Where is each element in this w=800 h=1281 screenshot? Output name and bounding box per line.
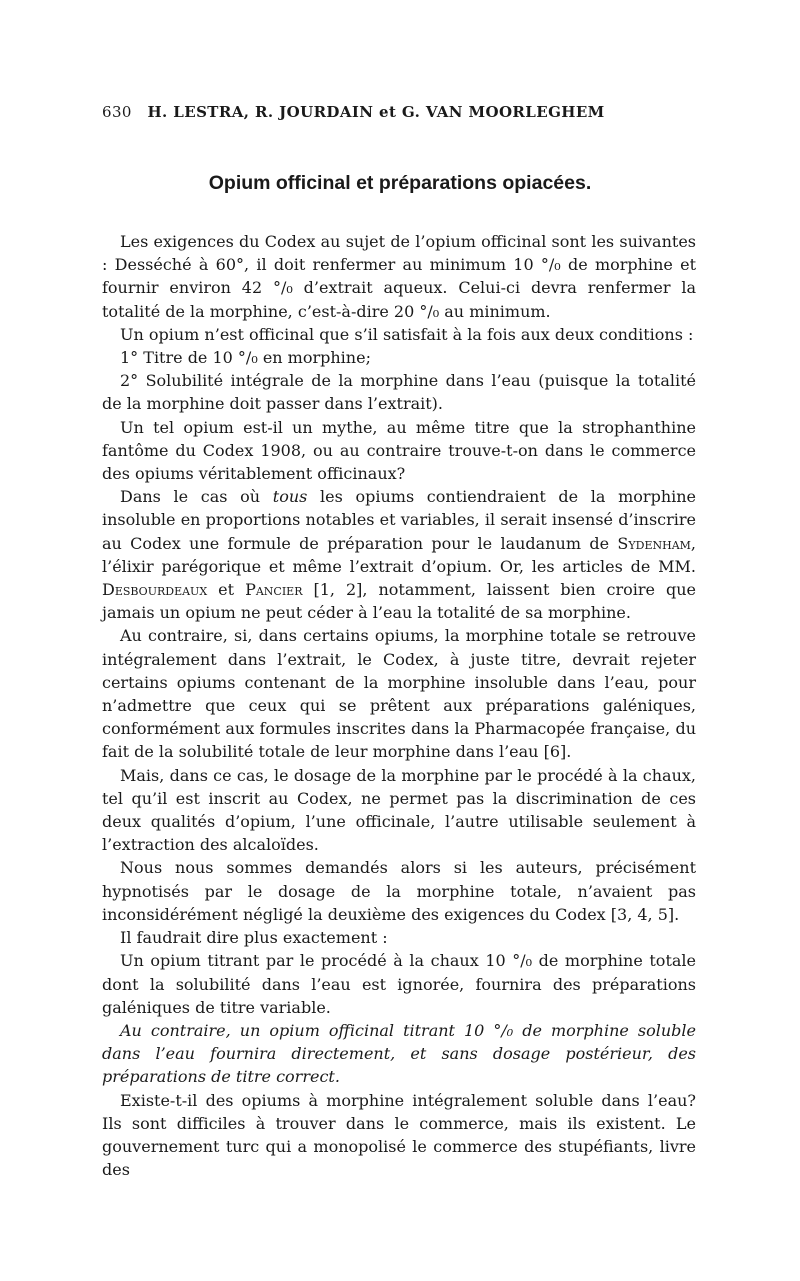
reference: [1, 2] xyxy=(313,580,363,600)
paragraph: Mais, dans ce cas, le dosage de la morphine par le procédé à la chaux, tel qu’il est inscrit au Codex, ne permet pas la discrimination de ces deux qualités d’opium, l’une officinale, l’autre utilisable seulement à l’extraction des alcaloïdes. xyxy=(102,765,696,855)
text-run: les opiums contiendraient de la morphine insoluble en proportions notables et variables, il serait insensé d’inscrire au Codex une formule de préparation pour le laudanum de xyxy=(102,487,697,553)
reference: [6] xyxy=(543,742,567,762)
text-run: et xyxy=(218,580,235,600)
paragraph: 2° Solubilité intégrale de la morphine dans l’eau (puisque la totalité de la morphine doit passer dans l’extrait). xyxy=(102,371,696,414)
paragraph: Un opium titrant par le procédé à la chaux 10 °/₀ de morphine totale dont la solubilité dans l’eau est ignorée, fournira des préparations galéniques de titre variable. xyxy=(102,951,696,1017)
author-name: Pancier xyxy=(245,580,303,600)
author-name: Desbourdeaux xyxy=(102,580,208,600)
text-run: Au contraire, si, dans certains opiums, la morphine totale se retrouve intégralement dans l’extrait, le Codex, à juste titre, devrait rejeter certains opiums contenant de la morphine insoluble dans l’eau, pour n’admettre que ceux qui se prêtent aux préparations galéniques, conformément aux formules inscrites dans la Pharmacopée française, du fait de la solubilité totale de leur morphine dans l’eau xyxy=(102,626,696,762)
paragraph: Existe-t-il des opiums à morphine intégralement soluble dans l’eau? Ils sont difficiles à trouver dans le commerce, mais ils existent. Le gouvernement turc qui a monopolisé le commerce des stupéfiants, livre des xyxy=(102,1090,696,1180)
header-authors: H. LESTRA, R. JOURDAIN et G. VAN MOORLEGHEM xyxy=(147,103,605,121)
paragraph: Un tel opium est-il un mythe, au même titre que la strophanthine fantôme du Codex 1908, ou au contraire trouve-t-on dans le commerce des opiums véritablement officinaux? xyxy=(102,417,696,484)
text-run: , notamment, laissent bien croire que jamais un opium ne peut céder à l’eau la totalité de sa morphine. xyxy=(102,580,697,623)
paragraph-italic: Au contraire, un opium officinal titrant 10 °/₀ de morphine soluble dans l’eau fournira directement, et sans dosage postérieur, des préparations de titre correct. xyxy=(102,1020,696,1087)
author-name: Sydenham xyxy=(617,533,691,553)
paragraph: 1° Titre de 10 °/₀ en morphine; xyxy=(120,348,371,368)
section-title: Opium officinal et préparations opiacées. xyxy=(208,172,592,194)
page-number: 630 xyxy=(102,103,132,121)
paragraph xyxy=(102,624,696,763)
text-run: . xyxy=(566,742,572,762)
text-run: Dans le cas où xyxy=(120,487,261,507)
paragraph: Un opium n’est officinal que s’il satisfait à la fois aux deux conditions : xyxy=(120,324,694,344)
body-text xyxy=(102,230,696,1181)
reference: [3, 4, 5] xyxy=(610,904,675,924)
paragraph xyxy=(102,485,696,624)
emphasis: tous xyxy=(272,487,308,507)
text-run: . xyxy=(674,904,680,924)
paragraph: Les exigences du Codex au sujet de l’opium officinal sont les suivantes : Desséché à 60°, il doit renfermer au minimum 10 °/₀ de morphine et fournir environ 42 °/₀ d’extrait aqueux. Celui-ci devra renfermer la totalité de la morphine, c’est-à-dire 20 °/₀ au minimum. xyxy=(102,232,696,321)
running-header xyxy=(102,103,702,121)
text-run: Nous nous sommes demandés alors si les auteurs, précisément hypnotisés par le dosage de la morphine totale, n’avaient pas inconsidérément négligé la deuxième des exigences du Codex xyxy=(102,858,696,924)
text-run: , l’élixir parégorique et même l’extrait d’opium. Or, les articles de MM. xyxy=(102,533,696,576)
paragraph xyxy=(102,856,696,926)
paragraph: Il faudrait dire plus exactement : xyxy=(120,928,388,948)
